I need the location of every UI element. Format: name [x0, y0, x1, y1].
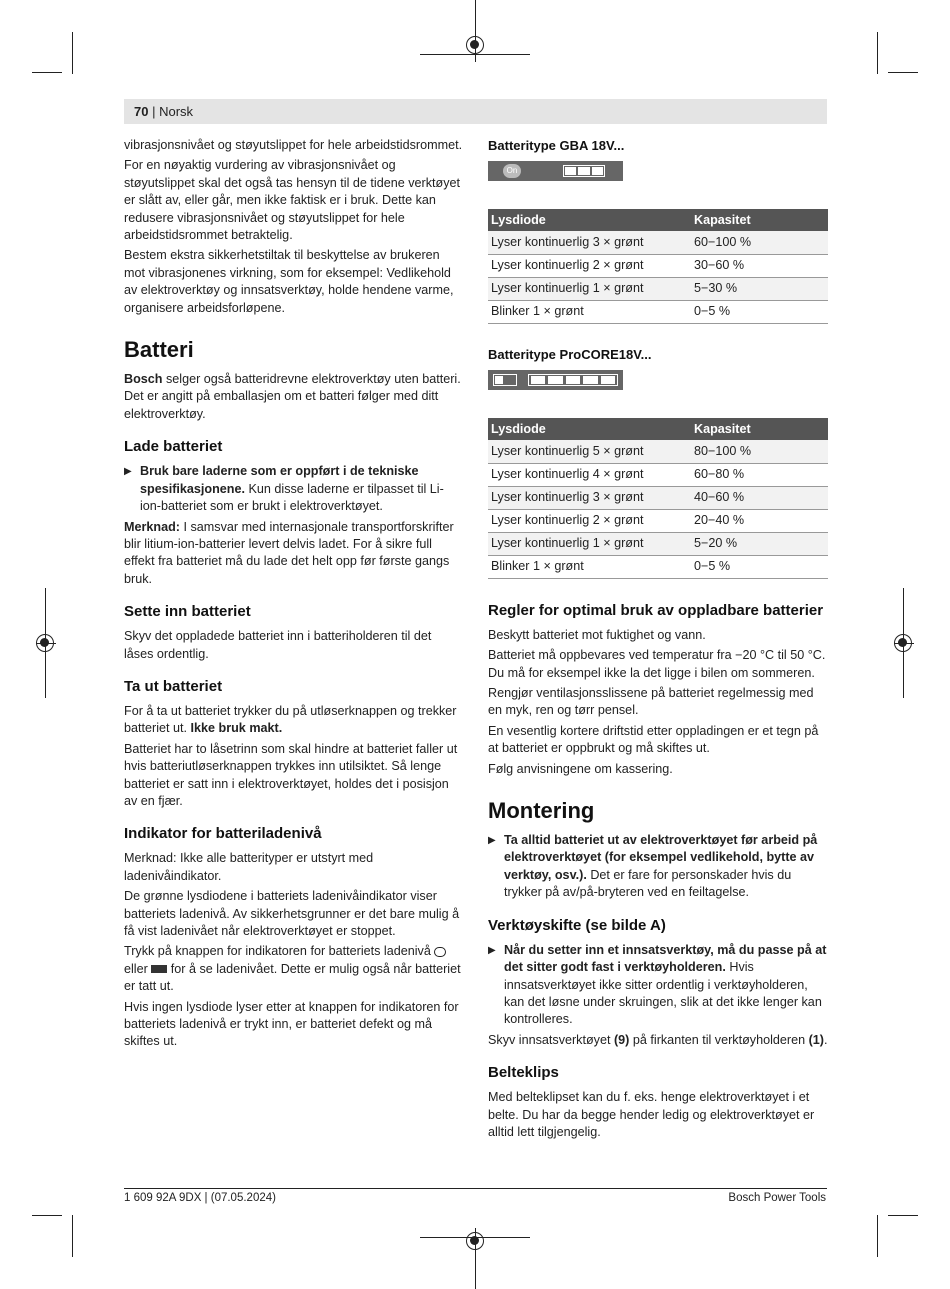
- table-header-cell: Kapasitet: [691, 209, 828, 231]
- note-text: I samsvar med internasjonale transportforskrifter blir litium-ion-batterier levert delvis ladet. For å sikre full effekt fra batteriet må du lade det helt opp før første gangs bruk.: [124, 519, 454, 586]
- table-cell: Blinker 1 × grønt: [488, 555, 691, 578]
- brand-name: Bosch: [124, 372, 163, 387]
- table-cell: 5−30 %: [691, 277, 828, 300]
- paragraph: [124, 371, 464, 423]
- paragraph: Skyv det oppladede batteriet inn i batteriholderen til det låses ordentlig.: [124, 629, 432, 661]
- table-cell: Lyser kontinuerlig 1 × grønt: [488, 277, 691, 300]
- paragraph: Følg anvisningene om kassering.: [488, 761, 673, 776]
- paragraph: [124, 703, 464, 738]
- crop-mark: [888, 1215, 918, 1216]
- table-cell: 0−5 %: [691, 555, 828, 578]
- bullet-text: Hvis innsatsverktøyet ikke sitter ordentlig i verktøyholderen, kan det løsne under skruingen, slik at det ikke lenger kan kontrolleres.: [504, 960, 822, 1027]
- paragraph-text: for å se ladenivået. Dette er mulig også når batteriet er tatt ut.: [124, 961, 461, 994]
- registration-mark-icon: [466, 1232, 484, 1250]
- table-row: [488, 300, 828, 323]
- table-row: [488, 277, 828, 300]
- paragraph: [488, 1032, 828, 1049]
- table-cell: Lyser kontinuerlig 5 × grønt: [488, 440, 691, 463]
- table-row: [488, 532, 828, 555]
- footer-doc-number: 1 609 92A 9DX | (07.05.2024): [124, 1192, 276, 1204]
- table-cell: 60−80 %: [691, 463, 828, 486]
- right-column: [488, 137, 828, 1144]
- paragraph-text: For å ta ut batteriet trykker du på utløserknappen og trekker batteriet ut.: [124, 703, 457, 736]
- subsection-title-lade: Lade batteriet: [124, 438, 223, 456]
- table-cell: 20−40 %: [691, 509, 828, 532]
- table-row: [488, 555, 828, 578]
- table-header-cell: Kapasitet: [691, 418, 828, 440]
- crop-mark: [888, 72, 918, 73]
- table-cell: Lyser kontinuerlig 3 × grønt: [488, 231, 691, 254]
- table-cell: Lyser kontinuerlig 2 × grønt: [488, 509, 691, 532]
- table-cell: Blinker 1 × grønt: [488, 300, 691, 323]
- paragraph: Rengjør ventilasjonsslissene på batteriet regelmessig med en myk, ren og tørr pensel.: [488, 686, 814, 718]
- table-row: [488, 231, 828, 254]
- paragraph-text: eller: [124, 961, 152, 976]
- registration-mark-icon: [466, 36, 484, 54]
- paragraph: [124, 519, 464, 589]
- battery-cells-icon: [528, 374, 618, 386]
- crop-mark: [72, 32, 73, 74]
- table-cell: Lyser kontinuerlig 4 × grønt: [488, 463, 691, 486]
- paragraph: Hvis ingen lysdiode lyser etter at knappen for indikatoren for batteriets ladenivå er trykt inn, er batteriet defekt og må skiftes ut.: [124, 999, 459, 1049]
- paragraph: [124, 943, 464, 995]
- section-title-montering: Montering: [488, 798, 595, 824]
- registration-mark-icon: [36, 634, 54, 652]
- table-cell: Lyser kontinuerlig 2 × grønt: [488, 254, 691, 277]
- battery-button-icon: [151, 965, 167, 973]
- note-label: Merknad:: [124, 519, 180, 534]
- footer-brand: Bosch Power Tools: [728, 1192, 826, 1204]
- on-button-icon: [434, 947, 446, 957]
- subsection-title-verktoy: Verktøyskifte (se bilde A): [488, 916, 666, 934]
- page-number: 70: [134, 104, 149, 119]
- subsection-title-belteklips: Belteklips: [488, 1064, 559, 1082]
- gba-capacity-table: [488, 209, 828, 324]
- paragraph: Beskytt batteriet mot fuktighet og vann.: [488, 627, 706, 642]
- table-cell: 0−5 %: [691, 300, 828, 323]
- crop-mark: [32, 72, 62, 73]
- paragraph-text: på firkanten til verktøyholderen: [629, 1032, 809, 1047]
- table-header-cell: Lysdiode: [488, 209, 691, 231]
- subsection-title-indikator: Indikator for batteriladenivå: [124, 825, 322, 843]
- table-header-row: [488, 209, 828, 231]
- bullet-text: Det er fare for personskader hvis du trykker på av/på-bryteren ved en feiltagelse.: [504, 867, 792, 900]
- page-header: 70 | Norsk: [134, 104, 194, 119]
- table-row: [488, 463, 828, 486]
- page-header-bar: [124, 99, 827, 124]
- bullet-bold: Bruk bare laderne som er oppført i de tekniske spesifikasjonene.: [140, 464, 419, 496]
- paragraph-bold: Ikke bruk makt.: [190, 721, 283, 736]
- table-cell: 5−20 %: [691, 532, 828, 555]
- paragraph: Batteriet har to låsetrinn som skal hindre at batteriet faller ut hvis batteriutløserknappen trykkes inn utilsiktet. Så lenge batteriet er satt inn i elektroverktøyet, holdes det i posisjon av en fjær.: [124, 741, 458, 808]
- battery-indicator-gba-icon: [488, 161, 623, 181]
- on-button-icon: On: [503, 164, 521, 178]
- warning-bullet: [124, 463, 464, 515]
- paragraph: For en nøyaktig vurdering av vibrasjonsnivået og støyutslippet skal det også tas hensyn til de tidene verktøyet er slått av, eller går, men ikke faktisk er i bruk. Dette kan redusere vibrasjonsnivået og støyutslippet for hele arbeidstidsrommet betraktelig.: [124, 158, 461, 243]
- section-title-batteri: Batteri: [124, 337, 194, 363]
- table-row: [488, 440, 828, 463]
- procore-capacity-table: [488, 418, 828, 579]
- paragraph: vibrasjonsnivået og støyutslippet for hele arbeidstidsrommet.: [124, 138, 463, 152]
- battery-indicator-procore-icon: [488, 370, 623, 390]
- paragraph-text: selger også batteridrevne elektroverktøy uten batteri. Det er angitt på emballasjen om et batteri følger med ditt elektroverktøy.: [124, 372, 461, 421]
- battery-type-title-procore: Batteritype ProCORE18V...: [488, 346, 652, 362]
- paragraph: Merknad: Ikke alle batterityper er utstyrt med ladenivåindikator.: [124, 851, 374, 883]
- table-cell: 80−100 %: [691, 440, 828, 463]
- warning-bullet: [488, 942, 828, 1029]
- paragraph-text: .: [824, 1032, 828, 1047]
- table-cell: 60−100 %: [691, 231, 828, 254]
- bullet-text: Kun disse laderne er tilpasset til Li-ion-batteriet som er brukt i elektroverktøyet.: [140, 481, 444, 514]
- table-cell: Lyser kontinuerlig 1 × grønt: [488, 532, 691, 555]
- subsection-title-sette: Sette inn batteriet: [124, 603, 251, 621]
- table-row: [488, 509, 828, 532]
- battery-cells-icon: [563, 165, 605, 177]
- paragraph: Med belteklipset kan du f. eks. henge elektroverktøyet i et belte. Du har da begge hender ledig og elektroverktøyet er alltid lett tilgjengelig.: [488, 1090, 815, 1139]
- paragraph: Bestem ekstra sikkerhetstiltak til beskyttelse av brukeren mot vibrasjonenes virkning, som for eksempel: Vedlikehold av elektroverktøy og innsatsverktøy, holde hendene varme, organisere arbeidsforløpene.: [124, 248, 454, 315]
- figure-reference: (1): [808, 1032, 824, 1047]
- table-header-row: [488, 418, 828, 440]
- registration-mark-icon: [894, 634, 912, 652]
- battery-button-icon: [493, 374, 517, 386]
- paragraph-text: Trykk på knappen for indikatoren for batteriets ladenivå: [124, 944, 435, 959]
- subsection-title-regler: Regler for optimal bruk av oppladbare batterier: [488, 601, 824, 619]
- warning-bullet: [488, 832, 828, 902]
- figure-reference: (9): [613, 1032, 630, 1047]
- table-header-cell: Lysdiode: [488, 418, 691, 440]
- registration-line: [420, 54, 530, 55]
- footer-divider: [124, 1188, 827, 1189]
- subsection-title-tautt: Ta ut batteriet: [124, 677, 223, 695]
- paragraph: De grønne lysdiodene i batteriets ladenivåindikator viser batteriets ladenivå. Av sikkerhetsgrunner er det bare mulig å få vist ladenivået når elektroverktøyet er stoppet.: [124, 889, 460, 938]
- bullet-bold: Når du setter inn et innsatsverktøy, må du passe på at det sitter godt fast i verktøyholderen.: [504, 942, 827, 975]
- page-language: Norsk: [159, 104, 194, 119]
- crop-mark: [877, 32, 878, 74]
- left-column: [124, 137, 464, 1054]
- crop-mark: [32, 1215, 62, 1216]
- table-cell: Lyser kontinuerlig 3 × grønt: [488, 486, 691, 509]
- crop-mark: [877, 1215, 878, 1257]
- paragraph: En vesentlig kortere driftstid etter oppladingen er et tegn på at batteriet er oppbrukt og må skiftes ut.: [488, 723, 819, 756]
- battery-type-title-gba: Batteritype GBA 18V...: [488, 138, 625, 153]
- bullet-bold: Ta alltid batteriet ut av elektroverktøyet før arbeid på elektroverktøyet (for eksempel vedlikehold, bytte av verktøy, osv.).: [504, 833, 818, 882]
- table-row: [488, 486, 828, 509]
- table-cell: 40−60 %: [691, 486, 828, 509]
- table-row: [488, 254, 828, 277]
- table-cell: 30−60 %: [691, 254, 828, 277]
- paragraph-text: Skyv innsatsverktøyet: [488, 1032, 614, 1047]
- crop-mark: [72, 1215, 73, 1257]
- paragraph: Batteriet må oppbevares ved temperatur fra −20 °C til 50 °C. Du må for eksempel ikke la det ligge i bilen om sommeren.: [488, 648, 826, 680]
